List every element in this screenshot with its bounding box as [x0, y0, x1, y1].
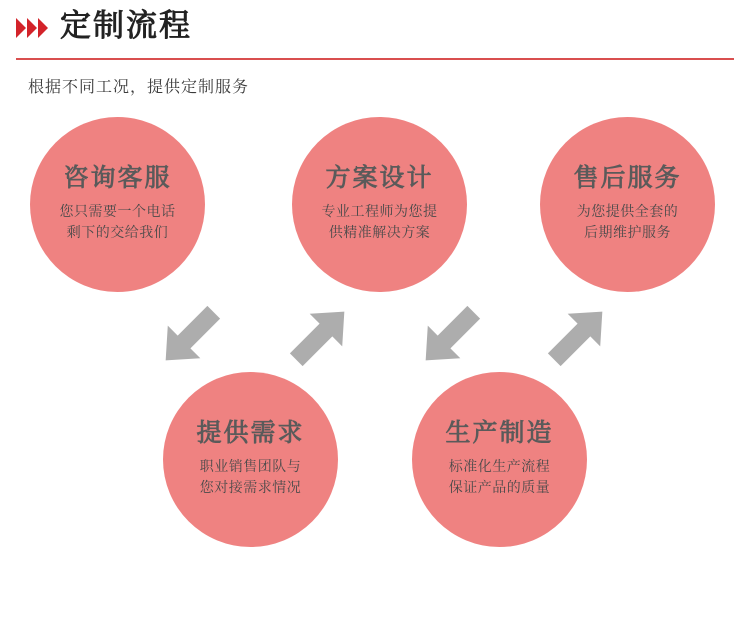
header-title-row [16, 10, 192, 41]
arrow-up-right-icon-2 [540, 296, 618, 374]
step-4-desc-line-1: 标准化生产流程 [448, 457, 551, 474]
page-title: 定制流程 [60, 8, 192, 43]
step-5-desc-line-1: 为您提供全套的 [576, 202, 679, 219]
step-3-desc-line-2: 供精准解决方案 [328, 224, 431, 241]
arrow-down-right-icon-2 [410, 298, 488, 376]
step-2-desc-line-2: 您对接需求情况 [199, 479, 302, 496]
double-chevron-right-icon [16, 16, 50, 40]
step-2-title: 提供需求 [196, 419, 305, 448]
step-1-desc-line-2: 剩下的交给我们 [66, 224, 169, 241]
step-circle-3 [292, 117, 467, 292]
step-5-desc [577, 201, 679, 244]
page-subtitle: 根据不同工况，提供定制服务 [28, 79, 250, 96]
step-3-title: 方案设计 [325, 164, 434, 193]
step-2-desc-line-1: 职业销售团队与 [199, 457, 302, 474]
step-5-desc-line-2: 后期维护服务 [584, 224, 671, 241]
step-circle-4 [412, 372, 587, 547]
arrow-up-right-icon-1 [282, 296, 360, 374]
step-circle-2 [163, 372, 338, 547]
step-3-desc-line-1: 专业工程师为您提 [321, 202, 438, 219]
step-2-desc [200, 456, 302, 499]
step-4-desc-line-2: 保证产品的质量 [448, 479, 551, 496]
step-4-desc [449, 456, 551, 499]
diagram-header [0, 0, 750, 96]
header-divider [16, 58, 734, 60]
step-1-desc-line-1: 您只需要一个电话 [59, 202, 176, 219]
arrow-down-right-icon-1 [150, 298, 228, 376]
step-circle-1 [30, 117, 205, 292]
step-1-title: 咨询客服 [63, 164, 172, 193]
step-3-desc [322, 201, 438, 244]
step-circle-5 [540, 117, 715, 292]
step-4-title: 生产制造 [445, 419, 554, 448]
step-1-desc [60, 201, 176, 244]
step-5-title: 售后服务 [573, 164, 682, 193]
